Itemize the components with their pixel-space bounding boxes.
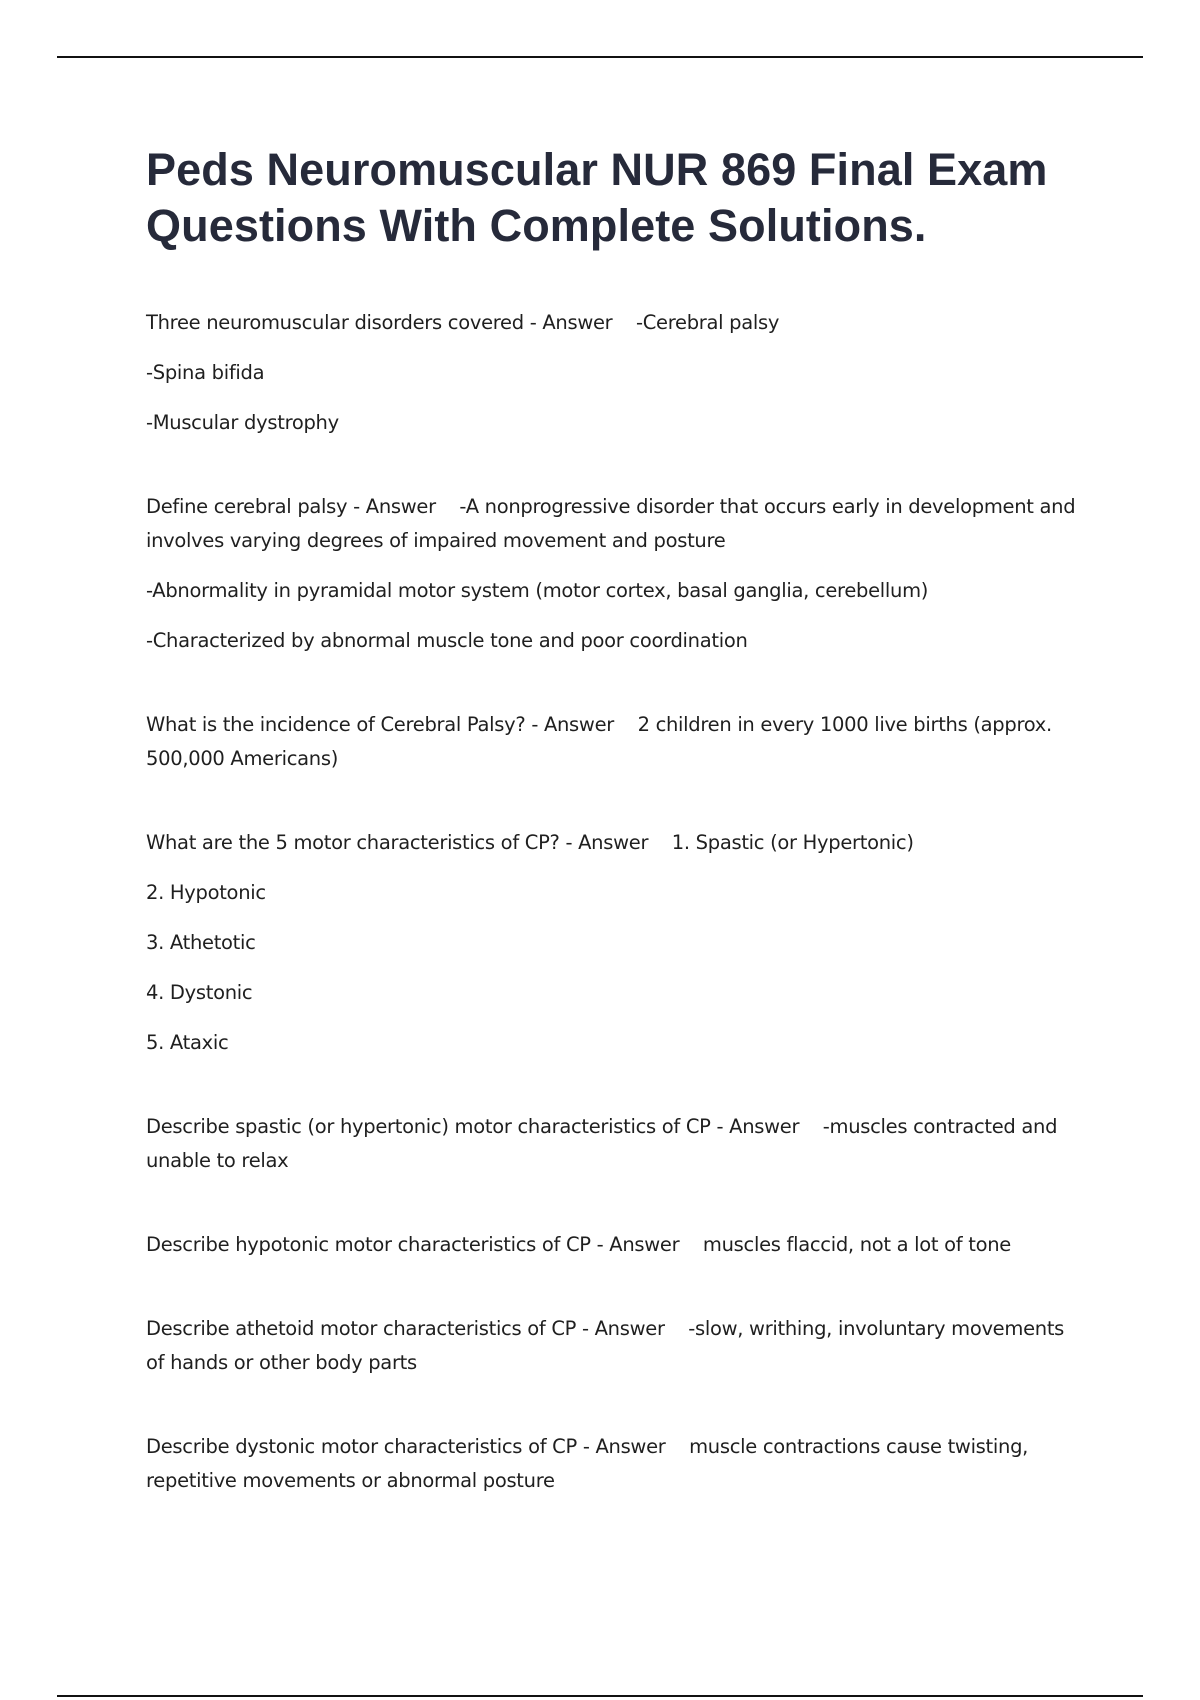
qa-line: Describe hypotonic motor characteristics of CP - Answer muscles flaccid, not a lot of tone bbox=[146, 1233, 1011, 1256]
top-divider bbox=[57, 56, 1143, 58]
qa-item bbox=[146, 1312, 1086, 1380]
bottom-divider bbox=[57, 1695, 1143, 1697]
qa-item bbox=[146, 708, 1086, 776]
document-body bbox=[146, 142, 1086, 1548]
qa-line: Describe dystonic motor characteristics of CP - Answer muscle contractions cause twisting, repetitive movements or abnormal posture bbox=[146, 1435, 1034, 1492]
qa-item bbox=[146, 1110, 1086, 1178]
qa-line: 2. Hypotonic bbox=[146, 881, 266, 904]
qa-line: -Characterized by abnormal muscle tone and poor coordination bbox=[146, 629, 748, 652]
qa-line: -Abnormality in pyramidal motor system (motor cortex, basal ganglia, cerebellum) bbox=[146, 579, 929, 602]
qa-item bbox=[146, 826, 1086, 1060]
qa-line: Describe spastic (or hypertonic) motor characteristics of CP - Answer -muscles contracted and unable to relax bbox=[146, 1115, 1064, 1172]
document-title: Peds Neuromuscular NUR 869 Final Exam Questions With Complete Solutions. bbox=[146, 144, 1048, 251]
qa-line: -Muscular dystrophy bbox=[146, 411, 339, 434]
qa-line: 4. Dystonic bbox=[146, 981, 253, 1004]
qa-line: Define cerebral palsy - Answer -A nonprogressive disorder that occurs early in development and involves varying degrees of impaired movement and posture bbox=[146, 495, 1082, 552]
qa-line: 3. Athetotic bbox=[146, 931, 256, 954]
qa-line: 5. Ataxic bbox=[146, 1031, 229, 1054]
qa-item bbox=[146, 306, 1086, 440]
qa-item bbox=[146, 1228, 1086, 1262]
qa-line: Three neuromuscular disorders covered - Answer -Cerebral palsy bbox=[146, 311, 780, 334]
qa-item bbox=[146, 490, 1086, 658]
qa-line: Describe athetoid motor characteristics of CP - Answer -slow, writhing, involuntary movements of hands or other body parts bbox=[146, 1317, 1070, 1374]
qa-line: What is the incidence of Cerebral Palsy? - Answer 2 children in every 1000 live births (approx. 500,000 Americans) bbox=[146, 713, 1058, 770]
qa-line: What are the 5 motor characteristics of CP? - Answer 1. Spastic (or Hypertonic) bbox=[146, 831, 914, 854]
qa-line: -Spina bifida bbox=[146, 361, 265, 384]
qa-item bbox=[146, 1430, 1086, 1498]
